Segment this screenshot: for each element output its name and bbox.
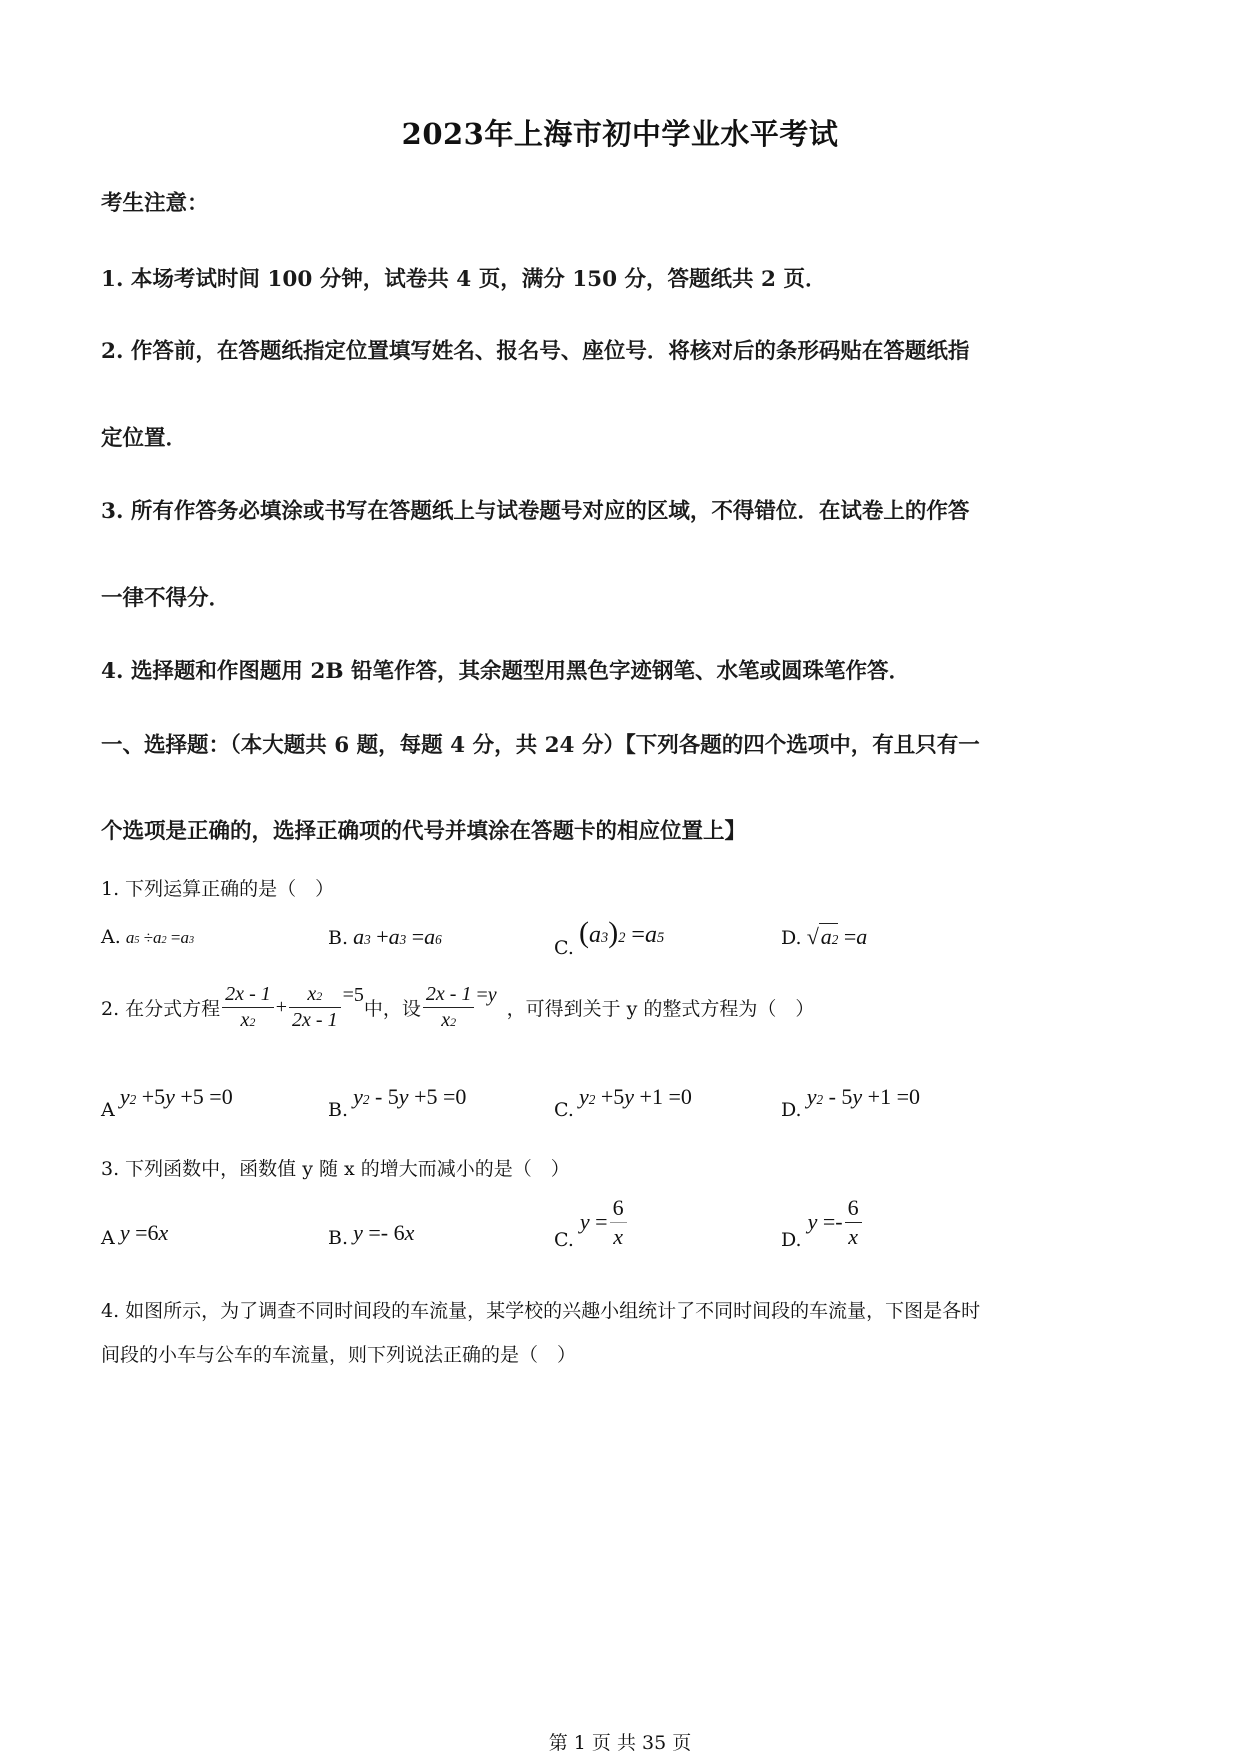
notice-item-1: 1. 本场考试时间 100 分钟，试卷共 4 页，满分 150 分，答题纸共 2 页． — [101, 267, 827, 292]
q2-stem-mid: 中，设 — [363, 998, 421, 1020]
notice-item-3: 3. 所有作答务必填涂或书写在答题纸上与试卷题号对应的区域，不得错位．在试卷上的作答 — [101, 499, 970, 524]
q2-option-c[interactable] — [554, 1084, 692, 1121]
section-heading-cont: 个选项是正确的，选择正确项的代号并填涂在答题卡的相应位置上】 — [101, 819, 747, 844]
q3-c-expr: y = $\frac{6}{x}$ — [580, 1194, 629, 1250]
option-label: D. — [781, 1099, 802, 1121]
notice-item-3-cont: 一律不得分． — [101, 586, 231, 611]
q2-stem-suffix: ，可得到关于 y 的整式方程为（ ） — [506, 998, 815, 1020]
q1-b-expr: $a^3 +a^3 =a^6$ — [353, 924, 442, 949]
q2-option-d[interactable] — [781, 1084, 920, 1121]
page-title: 2023年上海市初中学业水平考试 — [401, 117, 839, 151]
q2-option-a[interactable] — [101, 1084, 233, 1121]
q2-substitution: $\frac{2x - 1}{x^2}$ =y — [421, 982, 497, 1033]
question-1-stem: 1. 下列运算正确的是（ ） — [101, 878, 335, 900]
question-2-stem — [101, 982, 814, 1033]
option-label: C. — [554, 1099, 574, 1121]
q1-c-expr: $(a^3)^2 =a^5$ — [579, 916, 665, 949]
notice-item-4: 4. 选择题和作图题用 2B 铅笔作答，其余题型用黑色字迹钢笔、水笔或圆珠笔作答． — [101, 659, 911, 684]
q3-option-b[interactable] — [328, 1220, 415, 1249]
option-label: C. — [554, 937, 574, 959]
q1-option-c[interactable] — [554, 916, 665, 959]
notice-item-2-cont: 定位置． — [101, 426, 188, 451]
option-label: B. — [328, 927, 349, 949]
notice-item-2: 2. 作答前，在答题纸指定位置填写姓名、报名号、座位号．将核对后的条形码贴在答题纸指 — [101, 339, 970, 364]
option-label: D. — [781, 927, 802, 949]
option-label: D. — [781, 1229, 802, 1251]
option-label: B. — [328, 1099, 349, 1121]
q2-equation: $\frac{2x - 1}{x^2}$ + $\frac{x^2}{2x - 1}$ =5 — [220, 982, 364, 1033]
q2-option-b[interactable] — [328, 1084, 467, 1121]
q3-option-c[interactable] — [554, 1194, 629, 1250]
q2-a-expr: $y^2 +5y +5 =0$ — [119, 1084, 233, 1109]
q2-b-expr: $y^2 - 5y +5 =0$ — [353, 1084, 467, 1109]
page-footer: 第 1 页 共 35 页 — [548, 1732, 692, 1754]
option-label: A — [101, 1227, 115, 1249]
question-4-stem-cont: 间段的小车与公车的车流量，则下列说法正确的是（ ） — [101, 1344, 577, 1366]
option-label: A — [101, 1099, 115, 1121]
q1-option-a[interactable] — [101, 926, 194, 948]
option-label: C. — [554, 1229, 574, 1251]
q3-a-expr: y =6x — [119, 1220, 169, 1245]
section-heading: 一、选择题：（本大题共 6 题，每题 4 分，共 24 分）【下列各题的四个选项中，有且只有一 — [101, 733, 980, 758]
q3-option-d[interactable] — [781, 1194, 864, 1250]
q2-c-expr: $y^2 +5y +1 =0$ — [579, 1084, 692, 1109]
q1-option-b[interactable] — [328, 924, 442, 950]
option-label: B. — [328, 1227, 349, 1249]
q3-b-expr: y =- 6x — [353, 1220, 415, 1245]
q1-option-d[interactable] — [781, 924, 867, 950]
notice-heading: 考生注意： — [101, 191, 209, 216]
question-4-stem: 4. 如图所示，为了调查不同时间段的车流量，某学校的兴趣小组统计了不同时间段的车流量，下图是各时 — [101, 1300, 981, 1322]
q3-d-expr: y =- $\frac{6}{x}$ — [808, 1194, 864, 1250]
q1-d-expr: $√a^2 =a$ — [806, 924, 868, 949]
q2-d-expr: $y^2 - 5y +1 =0$ — [806, 1084, 920, 1109]
q2-stem-prefix: 2. 在分式方程 — [101, 998, 221, 1020]
option-label: A. — [101, 926, 121, 948]
question-3-stem: 3. 下列函数中，函数值 y 随 x 的增大而减小的是（ ） — [101, 1158, 570, 1180]
q1-a-expr: $a^5 \div a^2 =a^3$ — [125, 928, 195, 947]
q3-option-a[interactable] — [101, 1220, 169, 1249]
